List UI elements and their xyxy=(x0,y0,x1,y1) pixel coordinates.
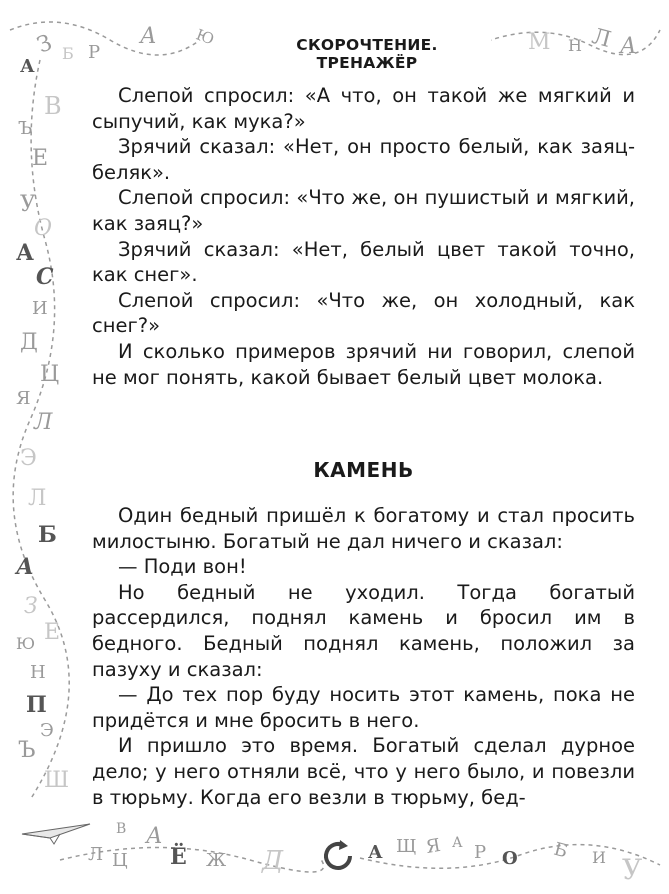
frame-letter: Д xyxy=(20,330,38,355)
story-paragraph: Но бедный не уходил. Тогда богатый рассердился, поднял камень и бросил им в бедного. Бедный поднял камень, положил за пазуху и сказал: xyxy=(92,580,635,681)
frame-letter: Ш xyxy=(44,768,70,793)
frame-letter: З xyxy=(24,594,38,619)
story-paragraph: Зрячий сказал: «Нет, белый цвет такой точно, как снег». xyxy=(92,237,635,287)
frame-letter: Е xyxy=(32,146,49,171)
frame-letter: У xyxy=(20,192,36,217)
running-header-title: СКОРОЧТЕНИЕ. ТРЕНАЖЁР xyxy=(243,36,491,72)
frame-letter: Я xyxy=(16,388,31,409)
frame-letter: Б xyxy=(38,522,57,548)
frame-letter: М xyxy=(528,30,551,55)
frame-letter: А xyxy=(620,34,637,59)
frame-letter: Н xyxy=(30,662,46,683)
frame-letter: О xyxy=(502,848,518,869)
frame-letter: Ъ xyxy=(18,118,33,139)
frame-letter: Д xyxy=(262,846,284,876)
frame-letter: Н xyxy=(568,36,582,55)
frame-letter: И xyxy=(592,848,606,867)
story-text-block xyxy=(92,503,635,810)
frame-letter: Ц xyxy=(112,850,128,871)
frame-letter: А xyxy=(16,240,34,266)
paper-plane-icon xyxy=(20,816,92,846)
frame-letter: Ъ xyxy=(18,738,36,763)
frame-letter: С xyxy=(36,264,54,290)
frame-letter: Б xyxy=(551,838,570,863)
frame-letter: Ю xyxy=(16,634,36,653)
frame-letter: Л xyxy=(589,24,614,53)
frame-letter: З xyxy=(33,30,56,59)
frame-letter: Л xyxy=(34,410,53,435)
frame-letter: Е xyxy=(44,620,61,645)
frame-letter: А xyxy=(16,554,34,580)
frame-letter: И xyxy=(32,298,48,319)
story-paragraph: И сколько примеров зрячий ни говорил, слепой не мог понять, какой бывает белый цвет молока. xyxy=(92,339,635,389)
frame-letter: Р xyxy=(474,842,487,863)
frame-letter: Ё xyxy=(170,844,187,870)
frame-letter: А xyxy=(146,824,163,849)
story-title: КАМЕНЬ xyxy=(313,458,414,482)
frame-letter: П xyxy=(26,692,47,718)
frame-letter: Л xyxy=(88,844,104,865)
story-paragraph: Зрячий сказал: «Нет, он просто белый, как заяц-беляк». xyxy=(92,135,635,184)
story-paragraph: И пришло это время. Богатый сделал дурное дело; у него отняли всё, что у него было, и повезли в тюрьму. Когда его везли в тюрьму, бед- xyxy=(92,734,635,809)
frame-letter: Ю xyxy=(193,25,217,49)
story-paragraph: Слепой спросил: «Что же, он холодный, как снег?» xyxy=(92,288,635,338)
frame-letter: А xyxy=(368,842,383,863)
frame-letter: Щ xyxy=(396,836,417,857)
story-paragraph: Слепой спросил: «Что же, он пушистый и мягкий, как заяц?» xyxy=(92,186,635,235)
story-paragraph: Слепой спросил: «А что, он такой же мягкий и сыпучий, как мука?» xyxy=(92,84,635,133)
frame-letter: А xyxy=(140,24,157,49)
frame-letter: А xyxy=(452,835,463,851)
frame-letter: Р xyxy=(88,42,101,63)
frame-letter: О xyxy=(34,216,53,241)
frame-letter: А xyxy=(20,56,35,77)
frame-letter: Э xyxy=(40,720,54,741)
circular-arrow-icon xyxy=(320,838,356,874)
frame-letter: Э xyxy=(20,446,37,471)
story-text-block xyxy=(92,83,635,390)
story-paragraph: Один бедный пришёл к богатому и стал просить милостыню. Богатый не дал ничего и сказал: xyxy=(92,504,635,553)
frame-letter: Л xyxy=(28,486,47,511)
frame-letter: Ж xyxy=(206,850,227,871)
frame-letter: Я xyxy=(424,834,443,859)
story-paragraph: — Поди вон! xyxy=(118,555,247,579)
frame-letter: В xyxy=(44,92,62,120)
story-paragraph: — До тех пор буду носить этот камень, пока не придётся и мне бросить в него. xyxy=(92,683,635,732)
frame-letter: В xyxy=(116,821,127,837)
frame-letter: У xyxy=(622,853,643,886)
frame-letter: Ц xyxy=(40,362,60,387)
frame-letter: Б xyxy=(62,44,74,63)
